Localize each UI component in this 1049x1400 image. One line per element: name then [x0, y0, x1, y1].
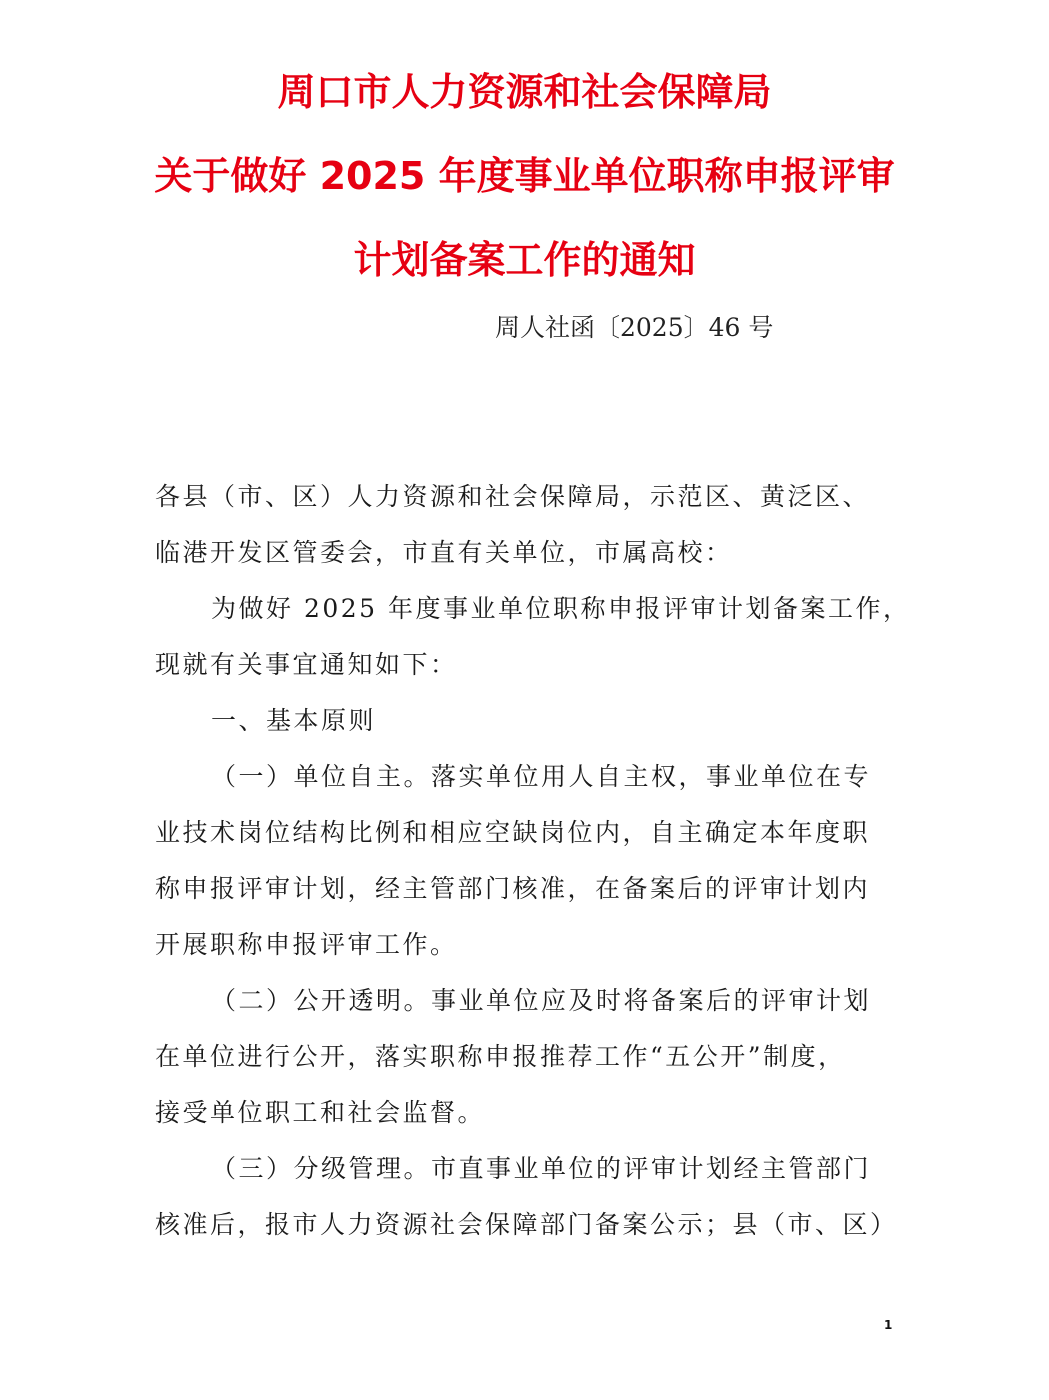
body-line-item2-3: 接受单位职工和社会监督。	[155, 1098, 486, 1127]
body-line-item3-1: （三）分级管理。市直事业单位的评审计划经主管部门	[211, 1154, 872, 1183]
body-line-item2-2: 在单位进行公开，落实职称申报推荐工作“五公开”制度，	[155, 1042, 846, 1071]
title-line-3: 计划备案工作的通知	[353, 238, 696, 282]
body-line-item1-2: 业技术岗位结构比例和相应空缺岗位内，自主确定本年度职	[155, 818, 871, 847]
body-line-item2-1: （二）公开透明。事业单位应及时将备案后的评审计划	[211, 986, 872, 1015]
body-line-item1-3: 称申报评审计划，经主管部门核准，在备案后的评审计划内	[155, 874, 871, 903]
section-heading-principles: 一、基本原则	[211, 706, 377, 735]
title-line-2: 关于做好 2025 年度事业单位职称申报评审	[154, 154, 895, 198]
document-number: 周人社函〔2025〕46 号	[495, 313, 774, 342]
body-line-intro-2: 现就有关事宜通知如下：	[155, 650, 458, 679]
body-line-intro-1: 为做好 2025 年度事业单位职称申报评审计划备案工作，	[211, 594, 911, 623]
page-number: 1	[884, 1318, 893, 1332]
document-body	[155, 475, 911, 1259]
title-line-1: 周口市人力资源和社会保障局	[277, 70, 772, 114]
body-line-item1-1: （一）单位自主。落实单位用人自主权，事业单位在专	[211, 762, 872, 791]
body-line-recipients-2: 临港开发区管委会，市直有关单位，市属高校：	[155, 538, 733, 567]
body-line-item1-4: 开展职称申报评审工作。	[155, 930, 458, 959]
body-line-recipients-1: 各县（市、区）人力资源和社会保障局，示范区、黄泛区、	[155, 482, 871, 511]
body-line-item3-2: 核准后，报市人力资源社会保障部门备案公示；县（市、区）	[155, 1210, 898, 1239]
